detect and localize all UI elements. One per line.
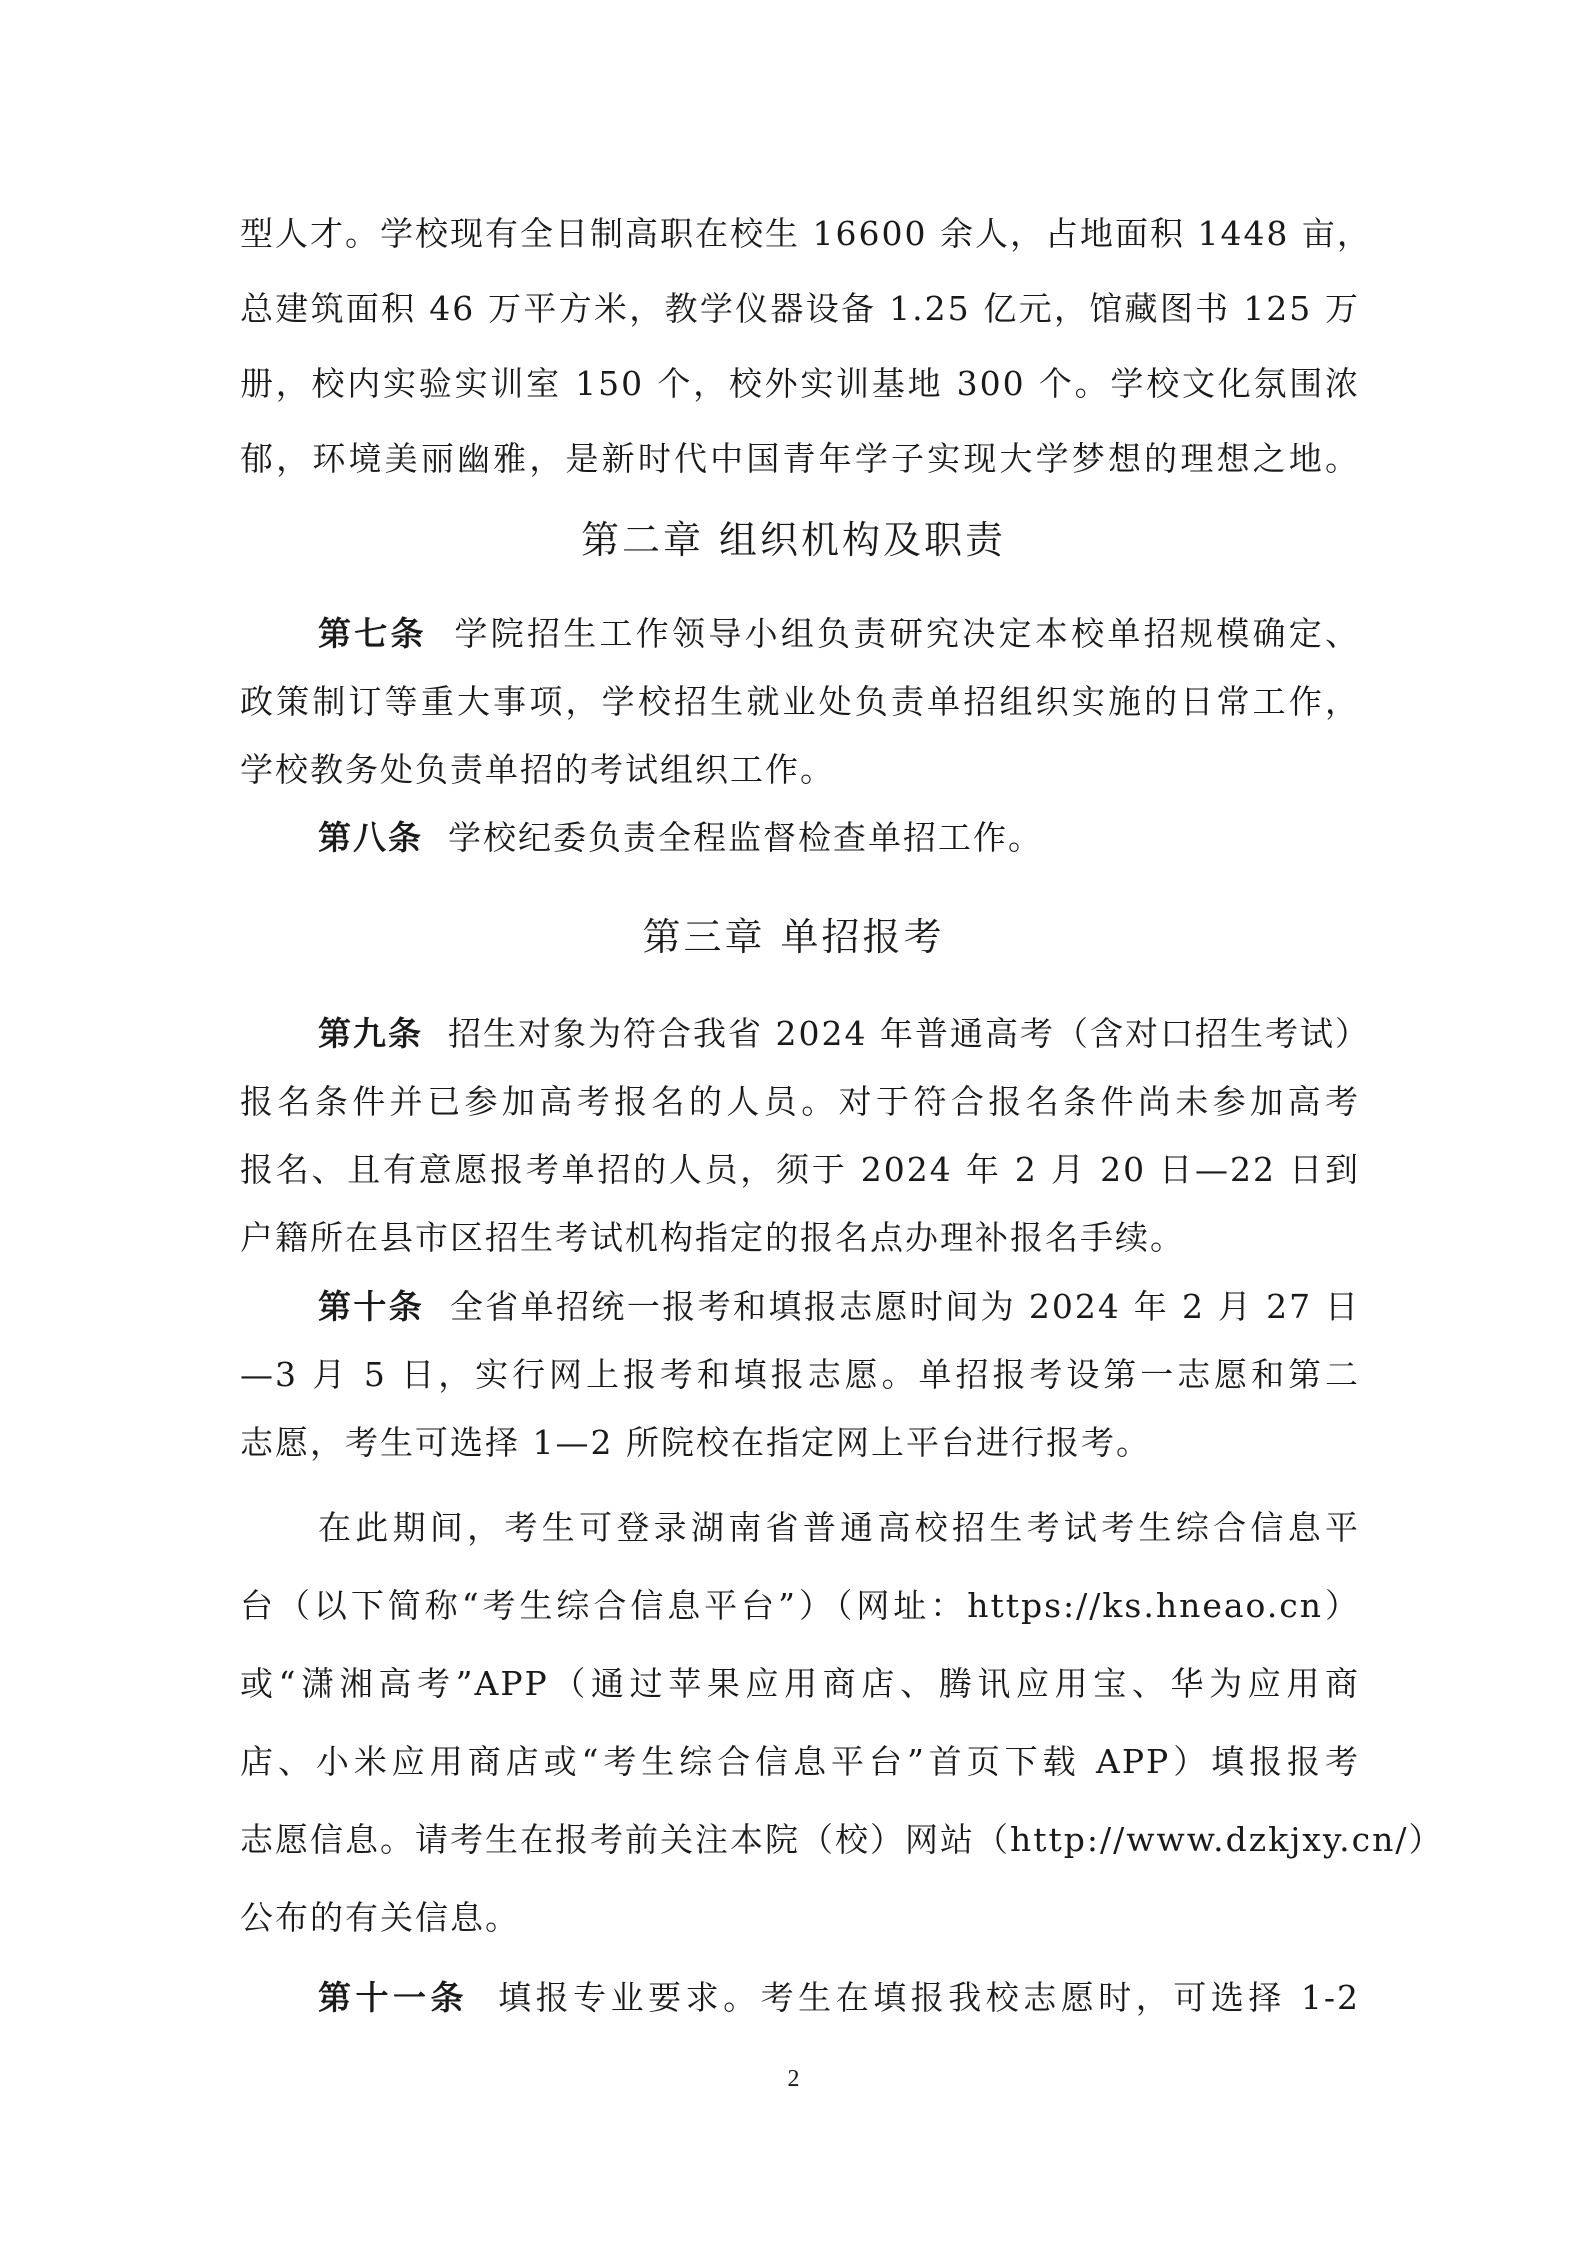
article-7-line-2: 政策制订等重大事项，学校招生就业处负责单招组织实施的日常工作， <box>240 682 1360 721</box>
chapter-2-heading: 第二章 组织机构及职责 <box>580 518 1007 562</box>
article-9-line-4: 户籍所在县市区招生考试机构指定的报名点办理补报名手续。 <box>240 1218 1185 1257</box>
article-10-line-3: 志愿，考生可选择 1—2 所院校在指定网上平台进行报考。 <box>240 1423 1151 1462</box>
article-11-label: 第十一条 <box>318 1978 469 2017</box>
article-9-line-2: 报名条件并已参加高考报名的人员。对于符合报名条件尚未参加高考 <box>240 1082 1360 1121</box>
article-9-line-3: 报名、且有意愿报考单招的人员，须于 2024 年 2 月 20 日—22 日到 <box>240 1150 1360 1189</box>
article-9-label: 第九条 <box>318 1014 423 1053</box>
article-7-label: 第七条 <box>318 614 427 653</box>
platform-para-line-5: 志愿信息。请考生在报考前关注本院（校）网站（http://www.dzkjxy.cn/） <box>240 1820 1444 1859</box>
article-11-text: 填报专业要求。考生在填报我校志愿时，可选择 1-2 <box>498 1978 1361 2017</box>
chapter-3-heading: 第三章 单招报考 <box>642 915 945 959</box>
intro-line-2: 总建筑面积 46 万平方米，教学仪器设备 1.25 亿元，馆藏图书 125 万 <box>240 289 1360 328</box>
article-8-label: 第八条 <box>318 818 423 857</box>
page-number: 2 <box>787 2066 800 2092</box>
intro-line-4: 郁，环境美丽幽雅，是新时代中国青年学子实现大学梦想的理想之地。 <box>240 439 1360 478</box>
article-8-line <box>318 816 1360 860</box>
article-10-first-line <box>318 1285 1360 1329</box>
platform-para-line-3: 或“潇湘高考”APP（通过苹果应用商店、腾讯应用宝、华为应用商 <box>240 1664 1360 1703</box>
article-10-line-2: —3 月 5 日，实行网上报考和填报志愿。单招报考设第一志愿和第二 <box>240 1355 1360 1394</box>
platform-para-line-1: 在此期间，考生可登录湖南省普通高校招生考试考生综合信息平 <box>318 1508 1360 1547</box>
article-8-text: 学校纪委负责全程监督检查单招工作。 <box>447 818 1043 857</box>
article-7-text: 学院招生工作领导小组负责研究决定本校单招规模确定、 <box>454 614 1361 653</box>
platform-para-line-2: 台（以下简称“考生综合信息平台”）（网址：https://ks.hneao.cn） <box>240 1586 1360 1625</box>
intro-line-3: 册，校内实验实训室 150 个，校外实训基地 300 个。学校文化氛围浓 <box>240 364 1360 403</box>
article-7-first-line <box>318 612 1360 656</box>
article-10-text: 全省单招统一报考和填报志愿时间为 2024 年 2 月 27 日 <box>449 1287 1360 1326</box>
platform-para-line-6: 公布的有关信息。 <box>240 1898 520 1937</box>
article-7-line-3: 学校教务处负责单招的考试组织工作。 <box>240 750 835 789</box>
platform-para-line-4: 店、小米应用商店或“考生综合信息平台”首页下载 APP）填报报考 <box>240 1742 1360 1781</box>
intro-line-1: 型人才。学校现有全日制高职在校生 16600 余人，占地面积 1448 亩， <box>240 214 1372 253</box>
article-9-text: 招生对象为符合我省 2024 年普通高考（含对口招生考试） <box>447 1014 1370 1053</box>
article-11-first-line <box>318 1976 1360 2020</box>
article-10-label: 第十条 <box>318 1287 425 1326</box>
article-9-first-line <box>318 1012 1370 1056</box>
